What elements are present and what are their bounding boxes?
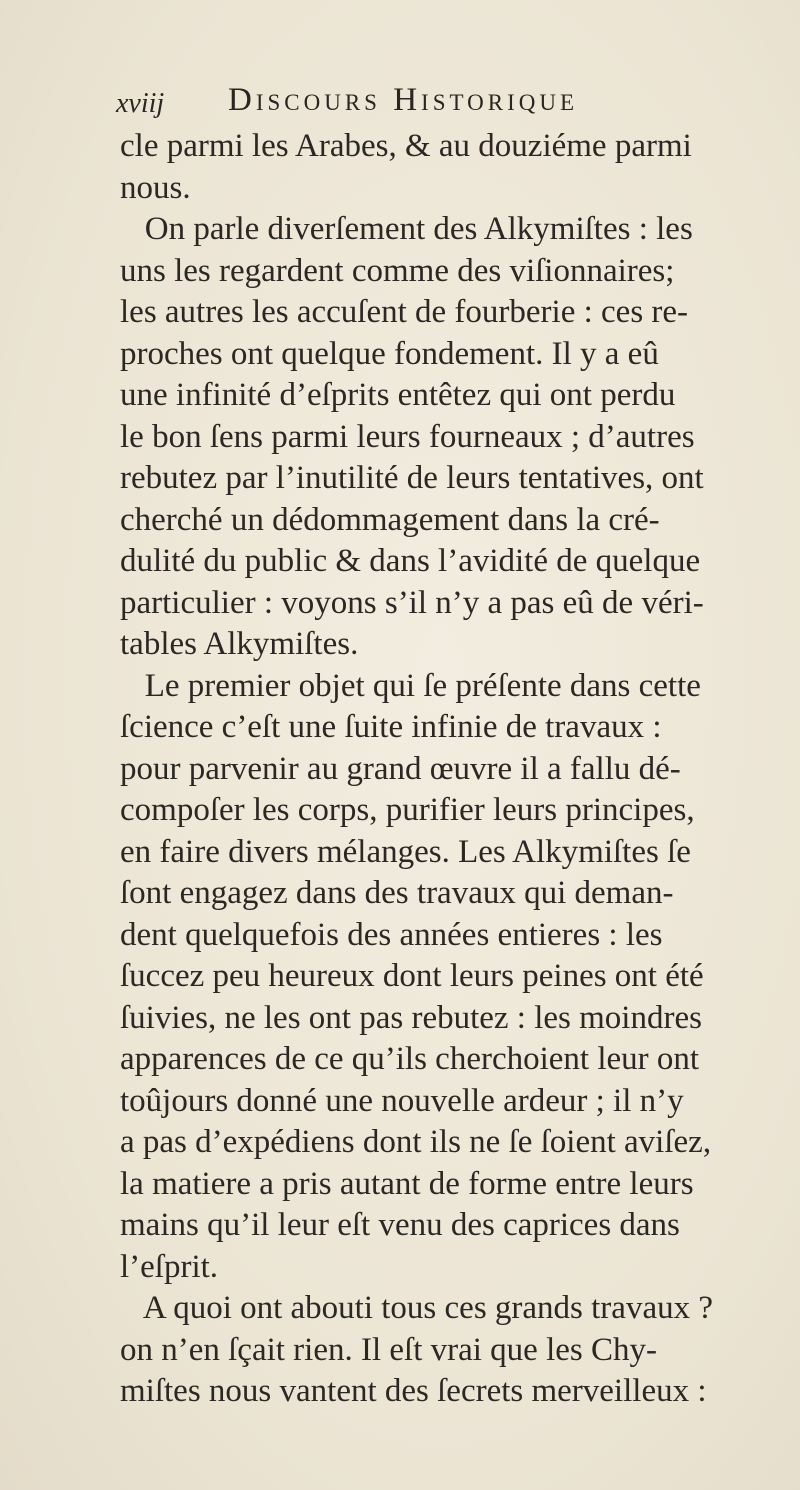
text-line: On parle diverſement des Alkymiſtes : les: [120, 211, 693, 247]
page-header: [116, 80, 676, 120]
text-line: ſuccez peu heureux dont leurs peines ont été: [120, 958, 704, 994]
text-line: une infinité d’eſprits entêtez qui ont perdu: [120, 377, 676, 413]
text-line: particulier : voyons s’il n’y a pas eû de véri-: [120, 584, 704, 621]
text-line: pour parvenir au grand œuvre il a fallu dé-: [120, 750, 681, 787]
text-line: proches ont quelque fondement. Il y a eû: [120, 335, 659, 372]
text-line: le bon ſens parmi leurs fourneaux ; d’autres: [120, 418, 695, 455]
text-line: miſtes nous vantent des ſecrets merveilleux :: [120, 1373, 707, 1409]
text-line: toûjours donné une nouvelle ardeur ; il n’y: [120, 1082, 684, 1119]
text-line: mains qu’il leur eſt venu des caprices dans: [120, 1207, 680, 1243]
text-line: Le premier objet qui ſe préſente dans cette: [120, 667, 701, 704]
text-line: cle parmi les Arabes, & au douziéme parmi: [120, 128, 692, 164]
text-line: rebutez par l’inutilité de leurs tentatives, ont: [120, 460, 704, 496]
running-head: Discours Historique: [228, 82, 579, 118]
text-line: a pas d’expédiens dont ils ne ſe ſoient aviſez,: [120, 1124, 712, 1160]
text-line: l’eſprit.: [120, 1248, 219, 1285]
text-line: la matiere a pris autant de forme entre leurs: [120, 1165, 694, 1202]
text-line: ſont engagez dans des travaux qui deman-: [120, 875, 674, 911]
text-line: dent quelquefois des années entieres : les: [120, 916, 663, 953]
text-line: tables Alkymiſtes.: [120, 626, 359, 662]
text-line: uns les regardent comme des viſionnaires;: [120, 252, 675, 289]
text-line: ſcience c’eſt une ſuite infinie de travaux :: [120, 709, 662, 745]
text-line: A quoi ont abouti tous ces grands travaux ?: [120, 1290, 713, 1326]
text-line: compoſer les corps, purifier leurs principes,: [120, 792, 695, 828]
page-number: xviij: [116, 88, 165, 119]
text-line: ſuivies, ne les ont pas rebutez : les moindres: [120, 999, 702, 1036]
text-line: les autres les accuſent de fourberie : ces re-: [120, 294, 689, 330]
text-line: en faire divers mélanges. Les Alkymiſtes ſe: [120, 833, 691, 870]
text-line: nous.: [120, 169, 191, 206]
body-text: [120, 126, 800, 1413]
text-line: on n’en ſçait rien. Il eſt vrai que les Chy-: [120, 1331, 657, 1368]
text-line: cherché un dédommagement dans la cré-: [120, 501, 660, 538]
text-line: apparences de ce qu’ils cherchoient leur ont: [120, 1041, 700, 1077]
text-line: dulité du public & dans l’avidité de quelque: [120, 543, 701, 579]
